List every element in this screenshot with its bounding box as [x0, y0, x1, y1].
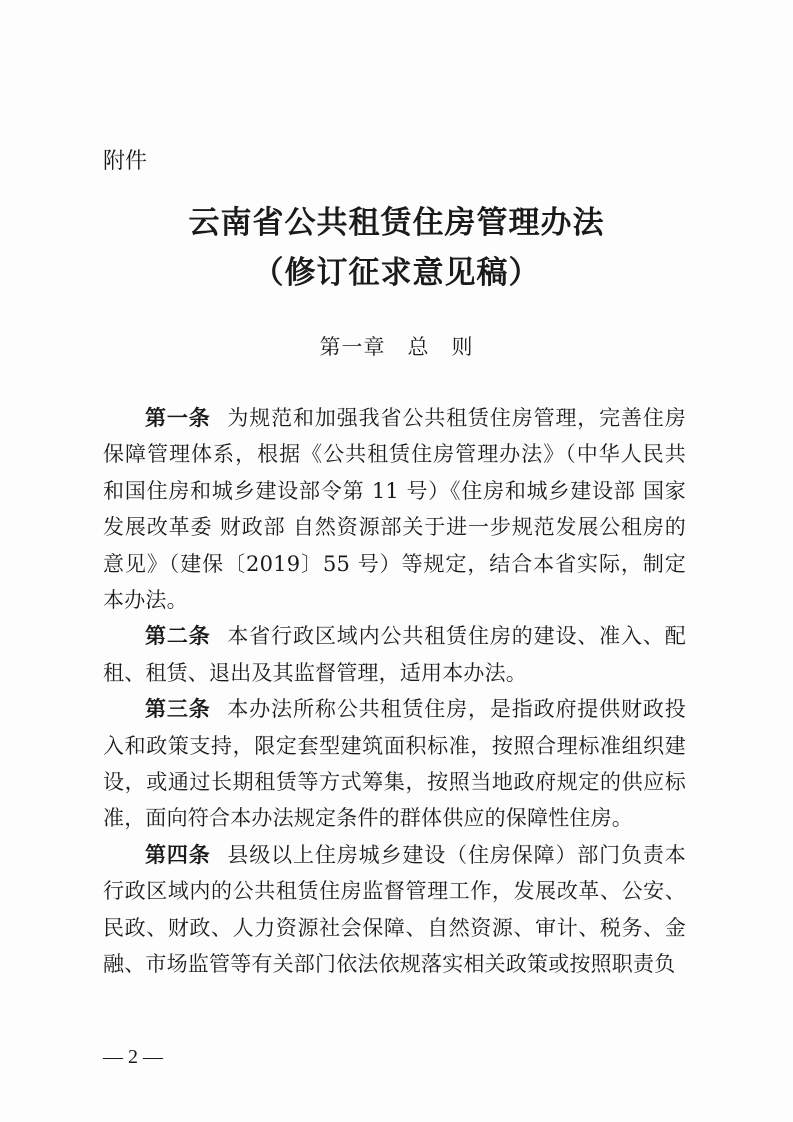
document-body: [103, 400, 686, 983]
title-line-main: 云南省公共租赁住房管理办法: [188, 205, 605, 241]
article-number: 第一条: [145, 406, 211, 430]
article-text: 本省行政区域内公共租赁住房的建设、准入、配租、租赁、退出及其监督管理，适用本办法。: [103, 624, 686, 685]
attachment-label: 附件: [103, 149, 148, 174]
article-text: 为规范和加强我省公共租赁住房管理，完善住房保障管理体系，根据《公共租赁住房管理办法》（中华人民共和国住房和城乡建设部令第 11 号）《住房和城乡建设部 国家发展改革委 财政部 自然资源部关于进一步规范发展公租房的意见》（建保〔2019〕55 号）等规定，结合本省实际，制定本办法。: [103, 406, 686, 613]
title-line-subtitle: （修订征求意见稿）: [252, 255, 541, 291]
article-paragraph: [103, 837, 686, 983]
document-title: [0, 198, 793, 298]
article-paragraph: [103, 400, 686, 618]
article-number: 第四条: [145, 842, 211, 867]
article-text: 县级以上住房城乡建设（住房保障）部门负责本行政区域内的公共租赁住房监督管理工作，发展改革、公安、民政、财政、人力资源社会保障、自然资源、审计、税务、金融、市场监管等有关部门依法依规落实相关政策或按照职责负: [103, 842, 686, 977]
article-paragraph: [103, 618, 686, 691]
article-paragraph: [103, 691, 686, 837]
article-number: 第二条: [145, 624, 211, 649]
article-number: 第三条: [145, 697, 211, 722]
chapter-heading: 第一章 总 则: [319, 335, 474, 359]
article-text: 本办法所称公共租赁住房，是指政府提供财政投入和政策支持，限定套型建筑面积标准，按照合理标准组织建设，或通过长期租赁等方式筹集，按照当地政府规定的供应标准，面向符合本办法规定条件的群体供应的保障性住房。: [103, 697, 686, 831]
page-number: — 2 —: [103, 1046, 163, 1068]
